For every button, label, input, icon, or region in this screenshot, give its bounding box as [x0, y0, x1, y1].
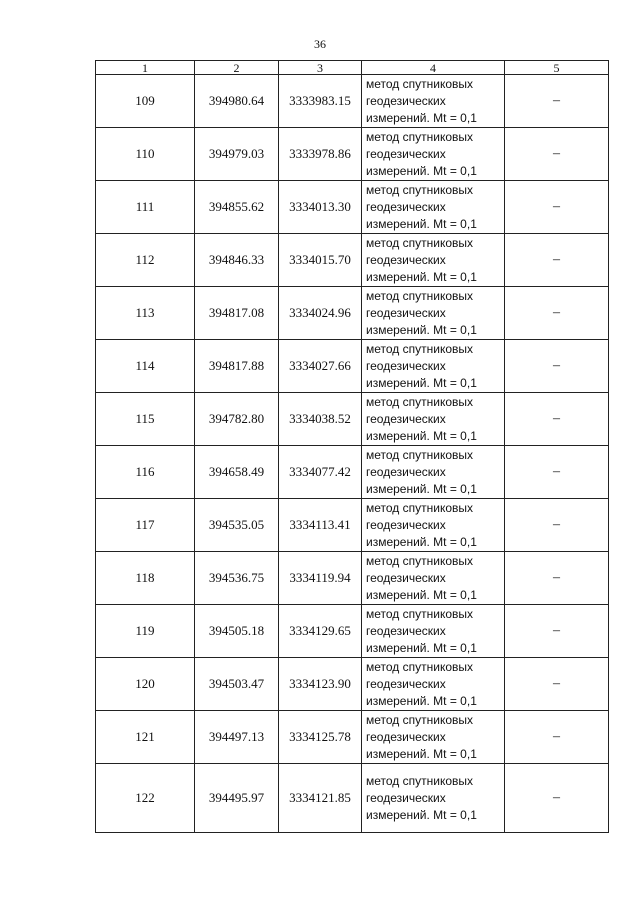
y-coordinate-cell: 3334038.52 [279, 393, 362, 446]
y-coordinate-cell: 3334015.70 [279, 234, 362, 287]
method-text-line: геодезических [366, 517, 446, 532]
point-number-cell: 120 [96, 658, 195, 711]
table-row [96, 552, 609, 605]
column-header-3: 3 [279, 61, 362, 75]
column-header-5: 5 [505, 61, 609, 75]
page-number: 36 [314, 37, 326, 51]
method-text-line: метод спутниковых [366, 447, 474, 462]
note-cell: – [505, 128, 609, 181]
table-row [96, 340, 609, 393]
x-coordinate-cell: 394495.97 [195, 764, 279, 833]
x-coordinate-cell: 394846.33 [195, 234, 279, 287]
table-row [96, 711, 609, 764]
table-row [96, 75, 609, 128]
method-text-line: измерений. Mt = 0,1 [366, 269, 477, 284]
method-text-line: геодезических [366, 199, 446, 214]
method-cell [362, 499, 505, 552]
table-body [96, 75, 609, 833]
x-coordinate-cell: 394658.49 [195, 446, 279, 499]
method-text-line: геодезических [366, 146, 446, 161]
method-text-line: измерений. Mt = 0,1 [366, 746, 477, 761]
method-text-line: метод спутниковых [366, 659, 474, 674]
table-row [96, 128, 609, 181]
method-cell [362, 552, 505, 605]
y-coordinate-cell: 3333983.15 [279, 75, 362, 128]
y-coordinate-cell: 3334129.65 [279, 605, 362, 658]
method-text-line: измерений. Mt = 0,1 [366, 110, 477, 125]
table-row [96, 605, 609, 658]
x-coordinate-cell: 394505.18 [195, 605, 279, 658]
point-number-cell: 113 [96, 287, 195, 340]
table-header-row [96, 61, 609, 75]
y-coordinate-cell: 3334125.78 [279, 711, 362, 764]
method-text-line: измерений. Mt = 0,1 [366, 216, 477, 231]
point-number-cell: 116 [96, 446, 195, 499]
method-text-line: метод спутниковых [366, 182, 474, 197]
method-text-line: геодезических [366, 93, 446, 108]
note-cell: – [505, 234, 609, 287]
x-coordinate-cell: 394782.80 [195, 393, 279, 446]
note-cell: – [505, 181, 609, 234]
table-row [96, 499, 609, 552]
point-number-cell: 109 [96, 75, 195, 128]
point-number-cell: 117 [96, 499, 195, 552]
x-coordinate-cell: 394980.64 [195, 75, 279, 128]
point-number-cell: 122 [96, 764, 195, 833]
method-cell [362, 658, 505, 711]
y-coordinate-cell: 3334113.41 [279, 499, 362, 552]
method-text-line: измерений. Mt = 0,1 [366, 534, 477, 549]
note-cell: – [505, 287, 609, 340]
method-text-line: метод спутниковых [366, 341, 474, 356]
method-text-line: метод спутниковых [366, 606, 474, 621]
table-row [96, 658, 609, 711]
note-cell: – [505, 605, 609, 658]
method-text-line: геодезических [366, 252, 446, 267]
note-cell: – [505, 711, 609, 764]
method-cell [362, 75, 505, 128]
note-cell: – [505, 499, 609, 552]
method-text-line: геодезических [366, 623, 446, 638]
y-coordinate-cell: 3334123.90 [279, 658, 362, 711]
table-row [96, 764, 609, 833]
method-text-line: измерений. Mt = 0,1 [366, 587, 477, 602]
point-number-cell: 121 [96, 711, 195, 764]
note-cell: – [505, 764, 609, 833]
x-coordinate-cell: 394497.13 [195, 711, 279, 764]
x-coordinate-cell: 394503.47 [195, 658, 279, 711]
y-coordinate-cell: 3334119.94 [279, 552, 362, 605]
method-text-line: геодезических [366, 358, 446, 373]
x-coordinate-cell: 394536.75 [195, 552, 279, 605]
table-row [96, 287, 609, 340]
x-coordinate-cell: 394855.62 [195, 181, 279, 234]
table-row [96, 234, 609, 287]
x-coordinate-cell: 394817.08 [195, 287, 279, 340]
method-text-line: метод спутниковых [366, 500, 474, 515]
column-header-4: 4 [362, 61, 505, 75]
method-text-line: измерений. Mt = 0,1 [366, 163, 477, 178]
method-cell [362, 128, 505, 181]
y-coordinate-cell: 3334077.42 [279, 446, 362, 499]
table-row [96, 181, 609, 234]
method-text-line: измерений. Mt = 0,1 [366, 322, 477, 337]
method-text-line: измерений. Mt = 0,1 [366, 428, 477, 443]
method-cell [362, 340, 505, 393]
point-number-cell: 112 [96, 234, 195, 287]
method-text-line: измерений. Mt = 0,1 [366, 693, 477, 708]
method-text-line: метод спутниковых [366, 76, 474, 91]
table-row [96, 446, 609, 499]
point-number-cell: 110 [96, 128, 195, 181]
method-text-line: метод спутниковых [366, 773, 474, 788]
method-cell [362, 711, 505, 764]
method-text-line: метод спутниковых [366, 394, 474, 409]
note-cell: – [505, 340, 609, 393]
method-cell [362, 181, 505, 234]
point-number-cell: 114 [96, 340, 195, 393]
note-cell: – [505, 446, 609, 499]
method-cell [362, 764, 505, 833]
method-cell [362, 446, 505, 499]
method-text-line: геодезических [366, 570, 446, 585]
point-number-cell: 118 [96, 552, 195, 605]
column-header-1: 1 [96, 61, 195, 75]
method-cell [362, 287, 505, 340]
point-number-cell: 115 [96, 393, 195, 446]
x-coordinate-cell: 394979.03 [195, 128, 279, 181]
method-text-line: метод спутниковых [366, 712, 474, 727]
method-text-line: измерений. Mt = 0,1 [366, 807, 477, 822]
y-coordinate-cell: 3334024.96 [279, 287, 362, 340]
method-text-line: геодезических [366, 676, 446, 691]
method-text-line: геодезических [366, 411, 446, 426]
method-cell [362, 234, 505, 287]
x-coordinate-cell: 394535.05 [195, 499, 279, 552]
method-text-line: геодезических [366, 790, 446, 805]
note-cell: – [505, 393, 609, 446]
method-text-line: измерений. Mt = 0,1 [366, 375, 477, 390]
y-coordinate-cell: 3334013.30 [279, 181, 362, 234]
method-text-line: метод спутниковых [366, 235, 474, 250]
y-coordinate-cell: 3334121.85 [279, 764, 362, 833]
point-number-cell: 119 [96, 605, 195, 658]
method-text-line: геодезических [366, 464, 446, 479]
method-text-line: метод спутниковых [366, 129, 474, 144]
point-number-cell: 111 [96, 181, 195, 234]
column-header-2: 2 [195, 61, 279, 75]
method-text-line: измерений. Mt = 0,1 [366, 481, 477, 496]
table-row [96, 393, 609, 446]
method-text-line: измерений. Mt = 0,1 [366, 640, 477, 655]
y-coordinate-cell: 3333978.86 [279, 128, 362, 181]
method-text-line: метод спутниковых [366, 553, 474, 568]
method-text-line: метод спутниковых [366, 288, 474, 303]
coordinates-table [95, 60, 609, 833]
note-cell: – [505, 658, 609, 711]
note-cell: – [505, 552, 609, 605]
y-coordinate-cell: 3334027.66 [279, 340, 362, 393]
method-text-line: геодезических [366, 305, 446, 320]
note-cell: – [505, 75, 609, 128]
method-text-line: геодезических [366, 729, 446, 744]
x-coordinate-cell: 394817.88 [195, 340, 279, 393]
method-cell [362, 393, 505, 446]
method-cell [362, 605, 505, 658]
